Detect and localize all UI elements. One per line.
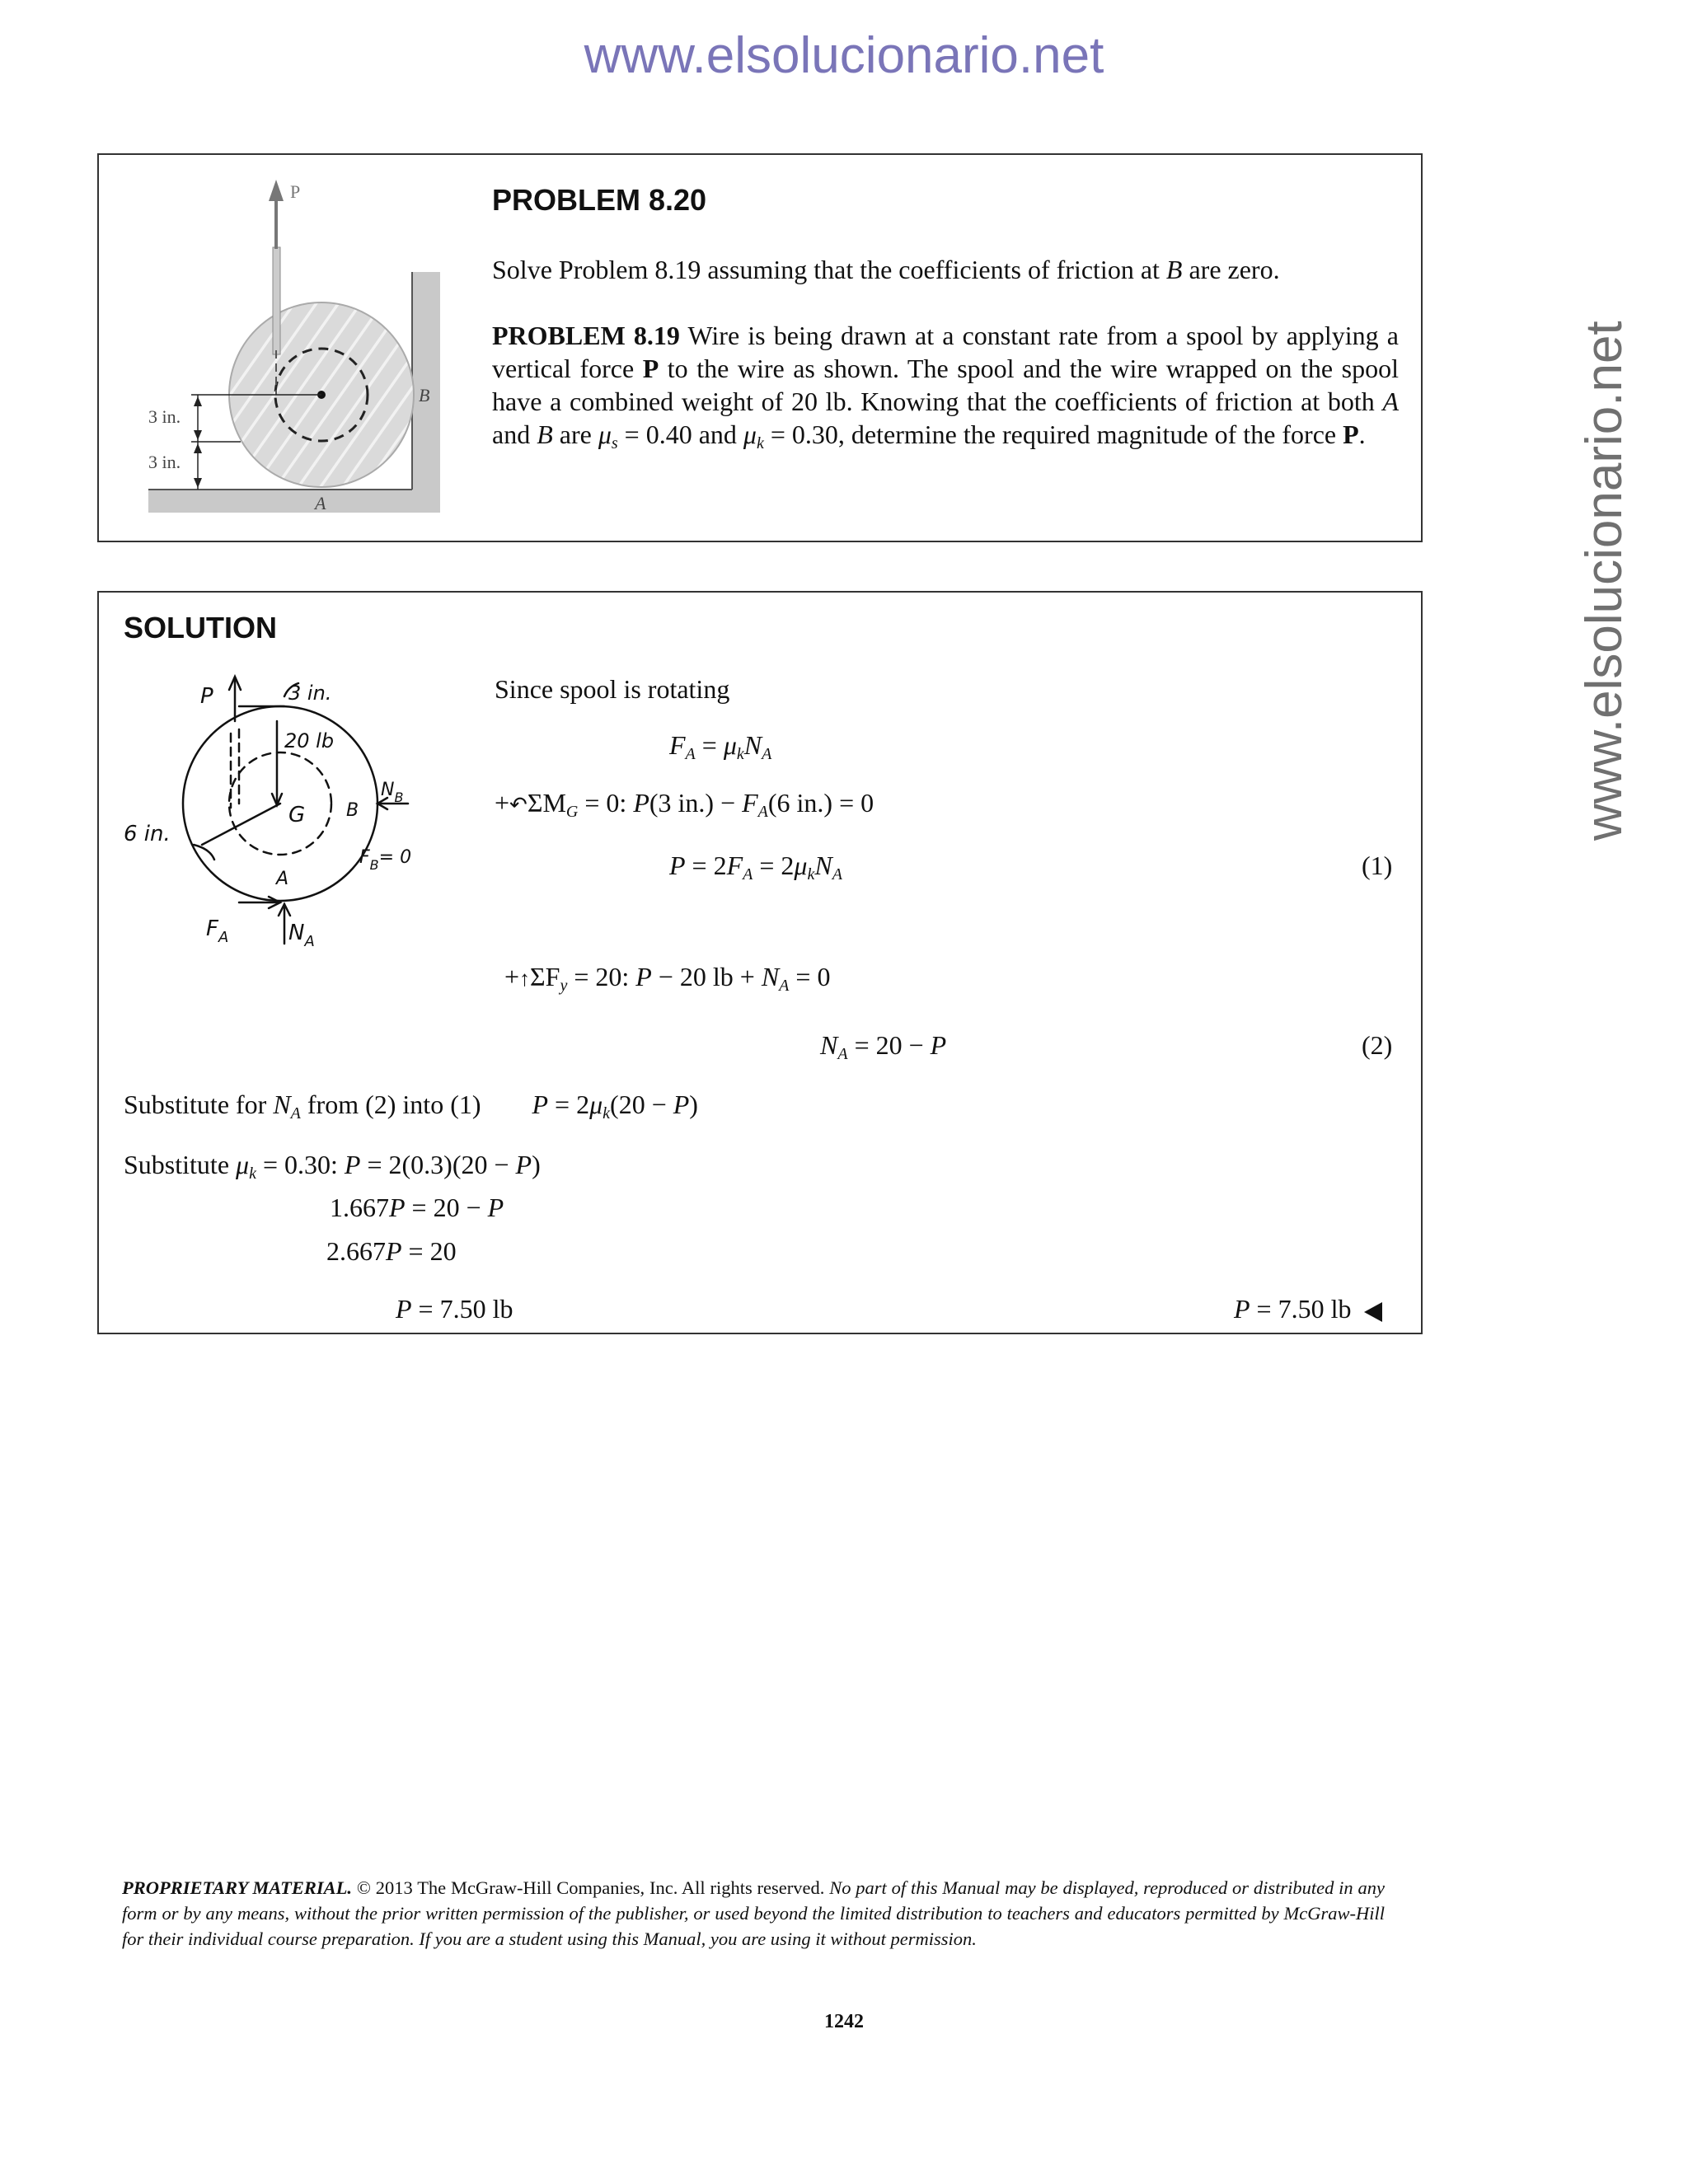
eq-moment: $+↶\Sigma M_G = 0$: P(3 $in.) - F_A(6$ in.) = 0 [495, 788, 874, 821]
sketch-label-fa: $F_A$ [206, 916, 229, 946]
answer-marker-icon [1364, 1302, 1382, 1322]
problem-statement: Solve Problem 8.19 assuming that the coefficients of friction at B are zero. [492, 255, 1280, 284]
label-a: A [315, 493, 326, 513]
sketch-label-6in: 6 in. [124, 822, 171, 846]
page-number: 1242 [824, 2011, 864, 2032]
sketch-label-g: G [288, 803, 306, 827]
sketch-label-p: P [200, 684, 213, 709]
sketch-label-20lb: 20 lb [284, 729, 335, 752]
final-answer: P = 7.50 lb [1234, 1294, 1382, 1324]
free-body-sketch [115, 672, 445, 960]
problem-819-text: PROBLEM 8.19 Wire is being drawn at a constant rate from a spool by applying a vertical force P to the wire as shown. The spool and the wire wrapped on the spool have a combined weight of 20 lb. Knowing that the coefficients of friction at both A and B are $\mu_s = 0.40$ and $\mu_k = 0.30$, determine the required magnitude of the force P. [492, 321, 1400, 452]
sketch-label-a: A [276, 869, 289, 889]
sketch-label-nb: $N_B$ [381, 780, 404, 805]
wire [273, 247, 280, 354]
substitute-na: Substitute for $N_A$ from (2) into (1) $P = 2\mu_k(20 - P)$ [124, 1090, 698, 1122]
substitute-mu: Substitute $\mu_k = 0.30$: P = 2(0.3)(20 − P) [124, 1150, 541, 1183]
step-1: 1.667P = 20 − P [330, 1193, 504, 1222]
watermark-side: www.elsolucionario.net [1576, 321, 1633, 841]
eq-force: $+↑\Sigma F_y = 20$: P − 20 lb + $N_A = 0$ [504, 962, 831, 995]
sketch-label-b: B [346, 800, 359, 821]
problem-figure [140, 173, 453, 519]
floor-a [148, 490, 440, 513]
label-p: P [290, 181, 301, 202]
sketch-label-na: $N_A$ [288, 921, 315, 950]
eq-1: $P = 2F_A = 2\mu_kN_A$ [669, 851, 842, 883]
sketch-label-3in: 3 in. [288, 682, 332, 705]
dim-upper: 3 in. [148, 406, 181, 427]
label-b: B [419, 385, 430, 405]
step-2: 2.667P = 20 [326, 1236, 457, 1266]
sketch-label-fb: $F_B= 0$ [359, 847, 412, 873]
dim-lower: 3 in. [148, 452, 181, 472]
eq-friction: $F_A = \mu_kN_A$ [669, 730, 772, 763]
copyright-notice: PROPRIETARY MATERIAL. © 2013 The McGraw-Hill Companies, Inc. All rights reserved. No part of this Manual may be displayed, reproduced or distributed in any form or by any means, without the prior written permission of the publisher, or used beyond the limited distribution to teachers and educators permitted by McGraw-Hill for their individual course preparation. If you are a student using this Manual, you are using it without permission. [122, 1877, 1385, 1949]
eq-2: $N_A = 20 - P$ [820, 1030, 947, 1063]
result: P = 7.50 lb [396, 1294, 513, 1324]
problem-title: PROBLEM 8.20 [492, 183, 707, 217]
solution-title: SOLUTION [124, 611, 277, 644]
eq-1-number: (1) [1362, 851, 1393, 880]
watermark-top: www.elsolucionario.net [584, 27, 1104, 84]
eq-2-number: (2) [1362, 1030, 1393, 1060]
intro-text: Since spool is rotating [495, 674, 730, 704]
